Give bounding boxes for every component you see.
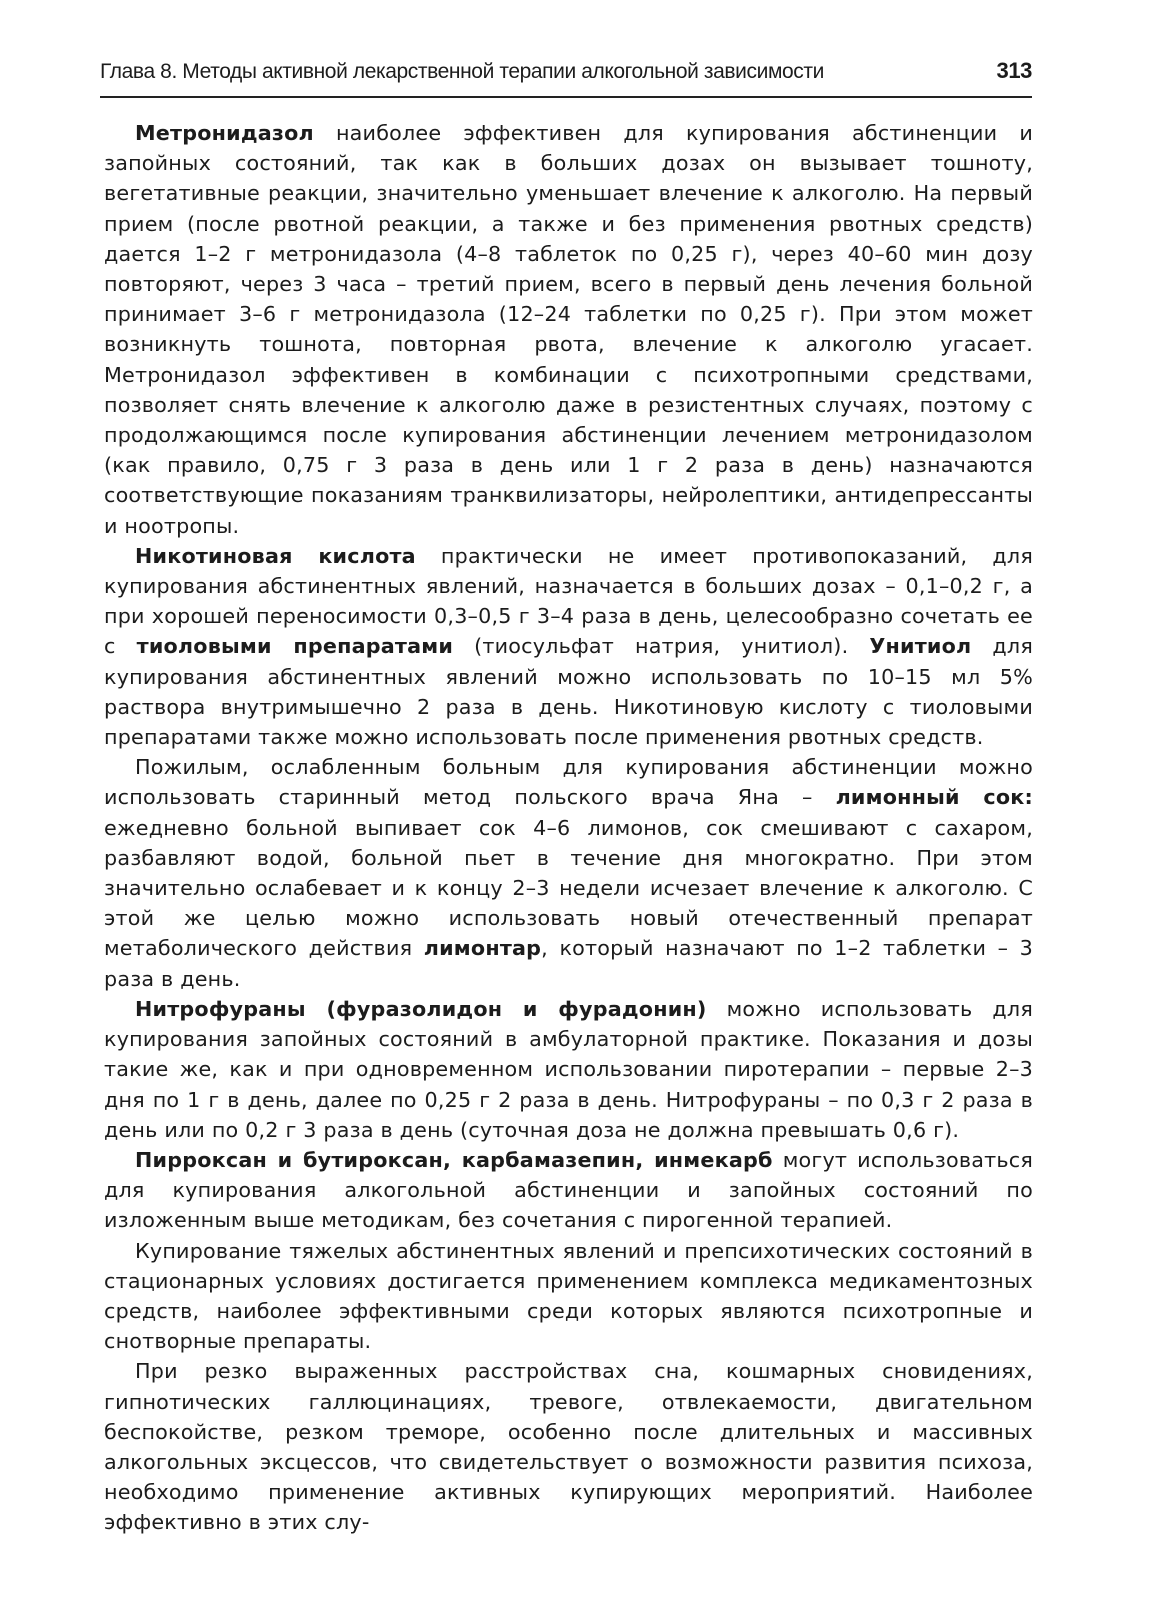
- paragraph-text: для купирования абстинентных явлений можно использовать по 10–15 мл 5% раствора внутримышечно 2 раза в день. Никотиновую кислоту с тиоловыми препаратами также можно использовать после применения рвотных средств.: [104, 634, 1033, 750]
- term-metronidazole: Метронидазол: [135, 121, 314, 145]
- paragraph-text: , который назначают по 1–2 таблетки – 3 раза в день.: [104, 936, 1033, 991]
- term-unithiol: Унитиол: [869, 634, 972, 659]
- term-lemon-juice: лимонный сок:: [835, 785, 1033, 810]
- running-head: [100, 56, 1032, 98]
- paragraph-text: практически не имеет противопоказаний, для купирования абстинентных явлений, назначается в больших дозах – 0,1–0,2 г, а при хорошей переносимости 0,3–0,5 г 3–4 раза в день, целесообразно сочетать ее с: [104, 543, 1033, 659]
- paragraph-sleep-disorders: [104, 1356, 1033, 1537]
- term-pyrroxane-butyroxane: Пирроксан и бутироксан, карбамазепин, инмекарб: [135, 1147, 773, 1172]
- paragraph-text: Купирование тяжелых абстинентных явлений и препсихотических состояний в стационарных условиях достигается применением комплекса медикаментозных средств, наиболее эффективными среди которых являются психотропные и снотворные препараты.: [104, 1238, 1033, 1354]
- paragraph-text: можно использовать для купирования запойных состояний в амбулаторной практике. Показания и дозы такие же, как и при одновременном использовании пиротерапии – первые 2–3 дня по 1 г в день, далее по 0,25 г 2 раза в день. Нитрофураны – по 0,3 г 2 раза в день или по 0,2 г 3 раза в день (суточная доза не должна превышать 0,6 г).: [104, 996, 1033, 1142]
- paragraph-text: (тиосульфат натрия, унитиол).: [453, 634, 870, 659]
- paragraph-lemon-juice: [104, 752, 1033, 994]
- paragraph-metronidazole: [104, 118, 1033, 541]
- paragraph-pyrroxane: [104, 1145, 1033, 1236]
- body-text: [104, 118, 1033, 1538]
- paragraph-text: могут использоваться для купирования алкогольной абстиненции и запойных состояний по изложенным выше методикам, без сочетания с пирогенной терапией.: [104, 1147, 1033, 1233]
- paragraph-nicotinic-acid: [104, 541, 1033, 752]
- page-number: 313: [996, 58, 1032, 83]
- term-nitrofurans: Нитрофураны (фуразолидон и фурадонин): [135, 996, 707, 1021]
- paragraph-nitrofurans: [104, 994, 1033, 1145]
- term-limontar: лимонтар: [423, 936, 542, 961]
- paragraph-inpatient: [104, 1236, 1033, 1357]
- paragraph-text: наиболее эффективен для купирования абстиненции и запойных состояний, так как в больших дозах он вызывает тошноту, вегетативные реакции, значительно уменьшает влечение к алкоголю. На первый прием (после рвотной реакции, а также и без применения рвотных средств) дается 1–2 г метронидазола (4–8 таблеток по 0,25 г), через 40–60 мин дозу повторяют, через 3 часа – третий прием, всего в первый день лечения больной принимает 3–6 г метронидазола (12–24 таблетки по 0,25 г). При этом может возникнуть тошнота, повторная рвота, влечение к алкоголю угасает. Метронидазол эффективен в комбинации с психотропными средствами, позволяет снять влечение к алкоголю даже в резистентных случаях, поэтому с продолжающимся после купирования абстиненции лечением метронидазолом (как правило, 0,75 г 3 раза в день или 1 г 2 раза в день) назначаются соответствующие показаниям транквилизаторы, нейролептики, антидепрессанты и ноотропы.: [104, 121, 1033, 538]
- paragraph-text: ежедневно больной выпивает сок 4–6 лимонов, сок смешивают с сахаром, разбавляют водой, больной пьет в течение дня многократно. При этом значительно ослабевает и к концу 2–3 недели исчезает влечение к алкоголю. С этой же целью можно использовать новый отечественный препарат метаболического действия: [104, 815, 1033, 961]
- term-thiol-preparations: тиоловыми препаратами: [136, 634, 454, 659]
- paragraph-text: Пожилым, ослабленным больным для купирования абстиненции можно использовать старинный метод польского врача Яна –: [104, 755, 1033, 810]
- chapter-title: Глава 8. Методы активной лекарственной терапии алкогольной зависимости: [100, 60, 824, 83]
- term-nicotinic-acid: Никотиновая кислота: [135, 543, 416, 568]
- paragraph-text: При резко выраженных расстройствах сна, кошмарных сновидениях, гипнотических галлюцинациях, тревоге, отвлекаемости, двигательном беспокойстве, резком треморе, особенно после длительных и массивных алкогольных эксцессов, что свидетельствует о возможности развития психоза, необходимо применение активных купирующих мероприятий. Наиболее эффективно в этих слу-: [104, 1359, 1033, 1535]
